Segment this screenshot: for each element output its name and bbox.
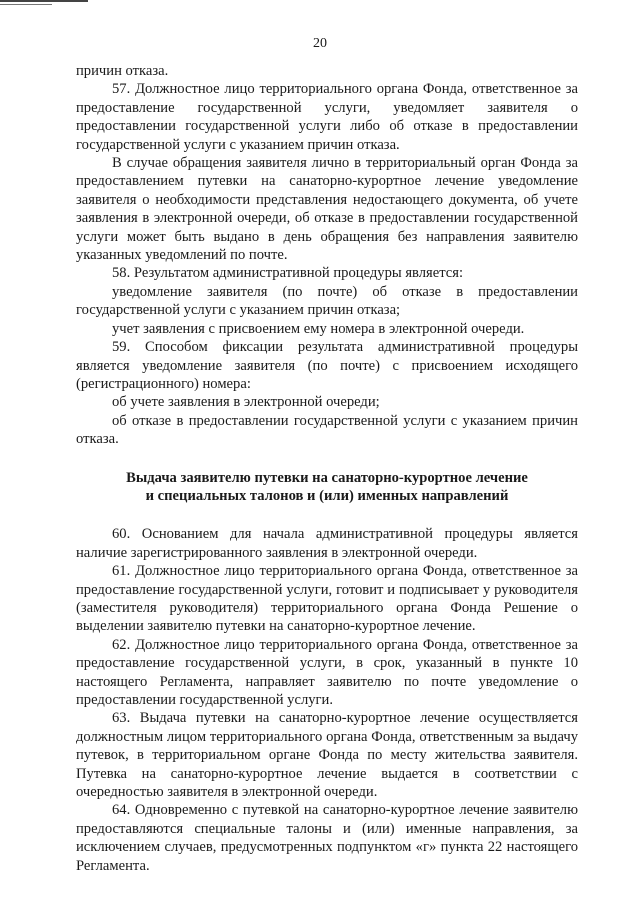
section-heading — [76, 469, 578, 506]
document-body — [76, 62, 578, 875]
paragraph-62: 62. Должностное лицо территориального органа Фонда, ответственное за предоставление государственной услуги, в срок, указанный в пункте 10 настоящего Регламента, направляет заявителю по почте уведомление о предоставлении государственной услуги. — [76, 636, 578, 708]
paragraph: причин отказа. — [76, 63, 169, 79]
paragraph: об учете заявления в электронной очереди; — [112, 394, 380, 411]
paragraph: учет заявления с присвоением ему номера в электронной очереди. — [112, 320, 525, 337]
page-number: 20 — [313, 36, 327, 51]
scan-edge-mark-secondary — [0, 4, 52, 5]
paragraph-64: 64. Одновременно с путевкой на санаторно-курортное лечение заявителю предоставляются специальные талоны и (или) именные направления, за исключением случаев, предусмотренных подпунктом «г» пункта 22 настоящего Регламента. — [76, 802, 578, 874]
paragraph: В случае обращения заявителя лично в территориальный орган Фонда за предоставлением путевки на санаторно-курортное лечение уведомление заявителя о необходимости представления недостающего документа, об учете заявления в электронной очереди, об отказе в предоставлении государственной услуги может быть выдано в день обращения без направления заявителю указанных уведомлений по почте. — [76, 155, 578, 264]
scan-edge-mark — [0, 0, 88, 2]
paragraph-61: 61. Должностное лицо территориального органа Фонда, ответственное за предоставление государственной услуги, готовит и подписывает у руководителя (заместителя руководителя) территориального органа Фонда Решение о выделении заявителю путевки на санаторно-курортное лечение. — [76, 563, 578, 635]
paragraph-60: 60. Основанием для начала административной процедуры является наличие зарегистрированного заявления в электронной очереди. — [76, 526, 578, 561]
paragraph-59: 59. Способом фиксации результата административной процедуры является уведомление заявителя (по почте) с присвоением исходящего (регистрационного) номера: — [76, 339, 578, 392]
paragraph: об отказе в предоставлении государственной услуги с указанием причин отказа. — [76, 412, 578, 448]
paragraph-57: 57. Должностное лицо территориального органа Фонда, ответственное за предоставление государственной услуги, уведомляет заявителя о предоставлении государственной услуги либо об отказе в предоставлении государственной услуги с указанием причин отказа. — [76, 81, 578, 153]
paragraph-63: 63. Выдача путевки на санаторно-курортное лечение осуществляется должностным лицом территориального органа Фонда, ответственным за выдачу путевок, в территориальном органе Фонда по месту жительства заявителя. Путевка на санаторно-курортное лечение выдается в соответствии с очередностью заявителя в электронной очереди. — [76, 710, 578, 801]
paragraph-58: 58. Результатом административной процедуры является: — [112, 265, 464, 282]
section-heading-line-1: Выдача заявителю путевки на санаторно-курортное лечение — [126, 469, 528, 486]
paragraph: уведомление заявителя (по почте) об отказе в предоставлении государственной услуги с указанием причин отказа; — [76, 283, 578, 319]
section-heading-line-2: и специальных талонов и (или) именных направлений — [145, 487, 509, 504]
